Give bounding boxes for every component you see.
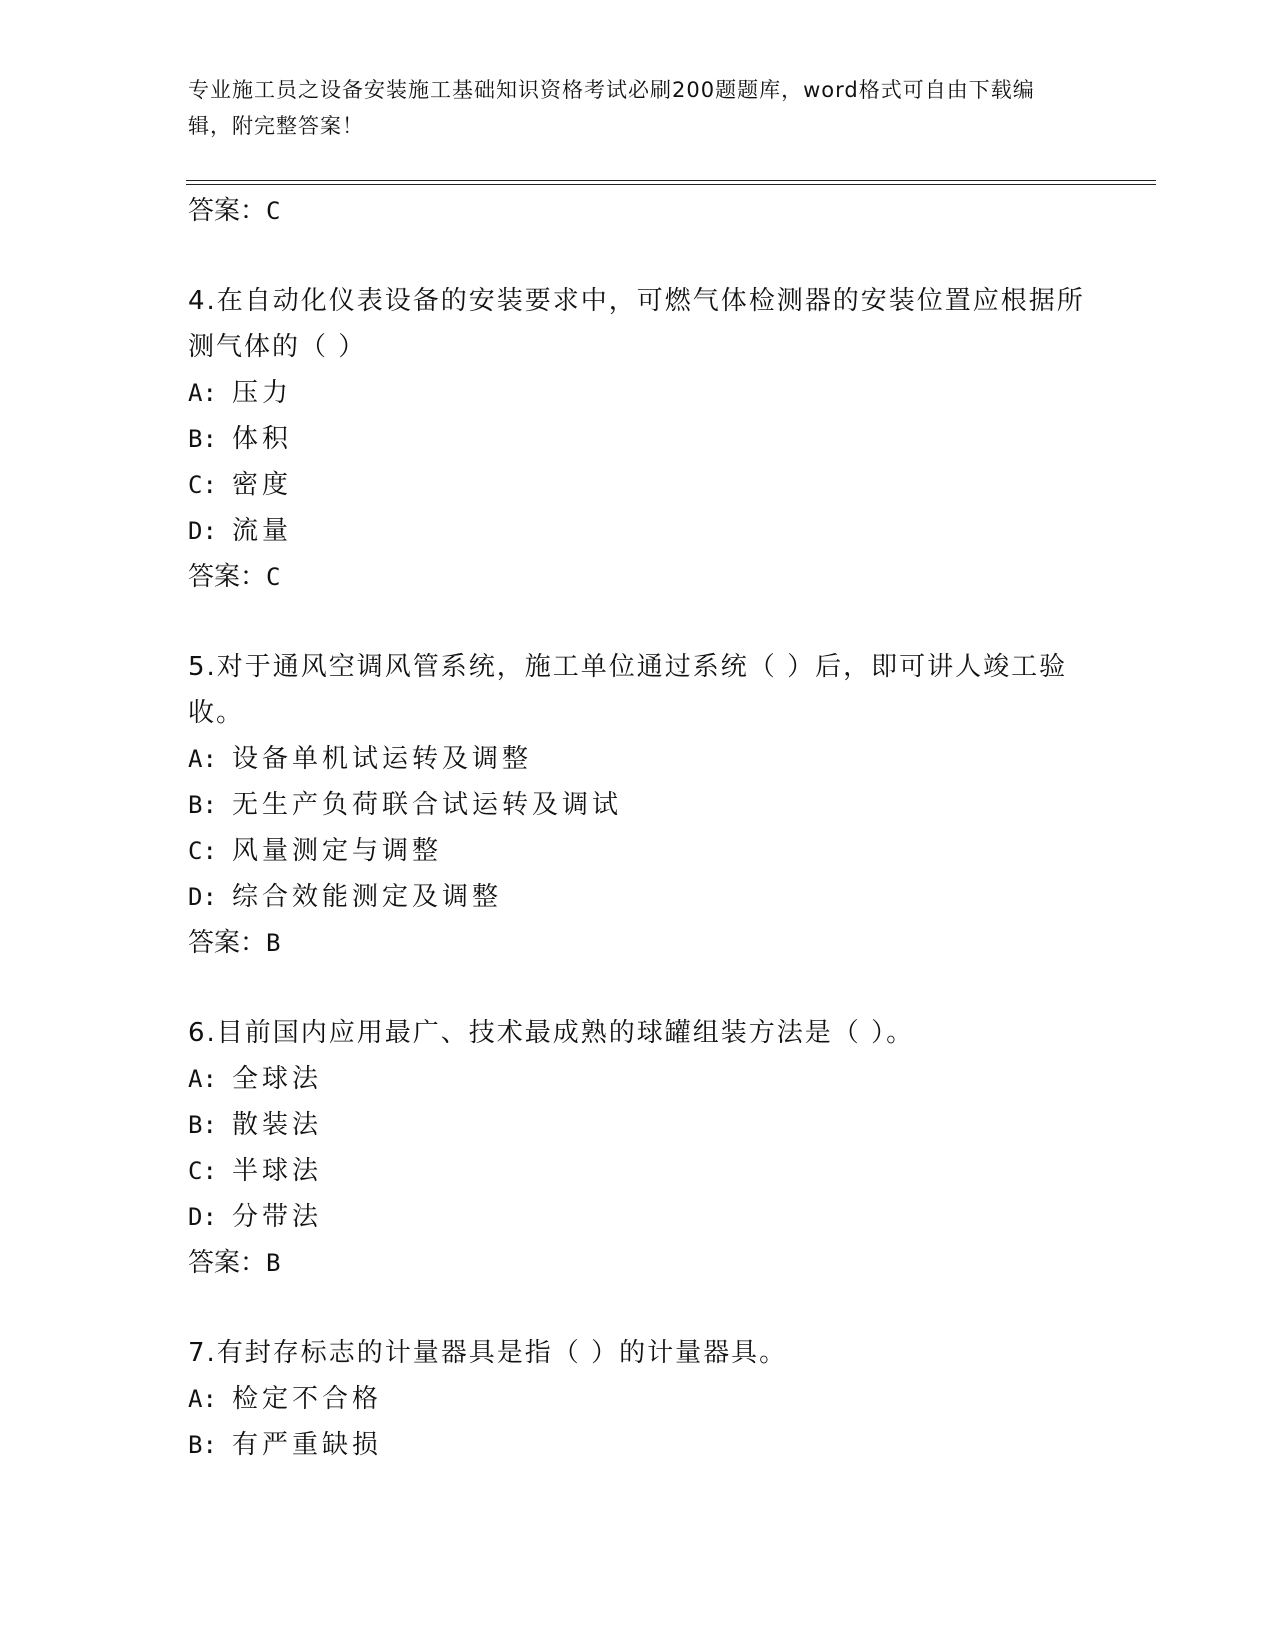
question-text: 4.在自动化仪表设备的安装要求中，可燃气体检测器的安装位置应根据所测气体的（ ） (188, 286, 1085, 362)
question-text: 7.有封存标志的计量器具是指（ ）的计量器具。 (188, 1338, 788, 1368)
answer-value: B (266, 1249, 281, 1277)
option-text: 风量测定与调整 (232, 836, 443, 866)
question-list (188, 188, 1088, 1468)
answer-line (188, 188, 1088, 234)
header-divider-top (186, 180, 1156, 181)
option-d (188, 508, 1088, 554)
option-b (188, 1422, 1088, 1468)
option-letter: C: (188, 837, 217, 865)
question-4 (188, 278, 1088, 600)
option-letter: A: (188, 379, 217, 407)
option-text: 散装法 (232, 1110, 323, 1140)
option-a (188, 736, 1088, 782)
answer-label: 答案： (188, 1248, 267, 1278)
answer-line (188, 1240, 1088, 1286)
option-text: 设备单机试运转及调整 (232, 744, 533, 774)
question-5 (188, 644, 1088, 966)
question-7 (188, 1330, 1088, 1468)
answer-label: 答案： (188, 196, 267, 226)
option-letter: B: (188, 791, 217, 819)
option-d (188, 874, 1088, 920)
answer-value: B (266, 929, 281, 957)
answer-label: 答案： (188, 562, 267, 592)
option-b (188, 1102, 1088, 1148)
answer-value: C (266, 563, 281, 591)
option-text: 无生产负荷联合试运转及调试 (232, 790, 623, 820)
option-text: 检定不合格 (232, 1384, 383, 1414)
option-text: 分带法 (232, 1202, 323, 1232)
question-6 (188, 1010, 1088, 1286)
option-letter: C: (188, 1157, 217, 1185)
option-letter: A: (188, 1385, 217, 1413)
option-letter: D: (188, 517, 217, 545)
option-a (188, 370, 1088, 416)
option-text: 全球法 (232, 1064, 323, 1094)
option-a (188, 1056, 1088, 1102)
option-c (188, 1148, 1088, 1194)
option-letter: C: (188, 471, 217, 499)
option-text: 有严重缺损 (232, 1430, 383, 1460)
answer-label: 答案： (188, 928, 267, 958)
option-b (188, 416, 1088, 462)
answer-line (188, 920, 1088, 966)
option-letter: D: (188, 1203, 217, 1231)
question-text: 5.对于通风空调风管系统，施工单位通过系统（ ）后，即可讲人竣工验收。 (188, 652, 1068, 728)
option-text: 密度 (232, 470, 293, 500)
option-letter: D: (188, 883, 217, 911)
option-text: 压力 (232, 378, 293, 408)
option-letter: A: (188, 1065, 217, 1093)
option-letter: B: (188, 1111, 217, 1139)
option-d (188, 1194, 1088, 1240)
question-text: 6.目前国内应用最广、技术最成熟的球罐组装方法是（ ）。 (188, 1018, 915, 1048)
option-letter: A: (188, 745, 217, 773)
option-a (188, 1376, 1088, 1422)
option-b (188, 782, 1088, 828)
option-letter: B: (188, 1431, 217, 1459)
option-text: 半球法 (232, 1156, 323, 1186)
option-text: 体积 (232, 424, 293, 454)
answer-line (188, 554, 1088, 600)
option-c (188, 462, 1088, 508)
option-c (188, 828, 1088, 874)
document-header: 专业施工员之设备安装施工基础知识资格考试必刷200题题库，word格式可自由下载编辑，附完整答案！ (188, 78, 1035, 138)
header-divider-bottom (186, 184, 1156, 185)
option-letter: B: (188, 425, 217, 453)
option-text: 流量 (232, 516, 293, 546)
answer-value: C (266, 197, 281, 225)
option-text: 综合效能测定及调整 (232, 882, 503, 912)
